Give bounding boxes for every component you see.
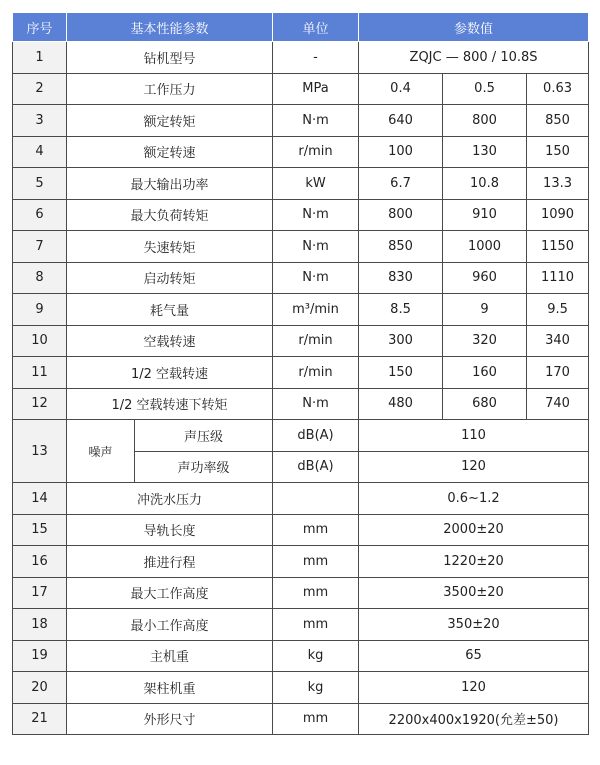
- row-value-1: 100: [359, 136, 443, 168]
- row-param: 耗气量: [67, 294, 273, 326]
- row-param: 1/2 空载转速下转矩: [67, 388, 273, 420]
- row-param: 最大输出功率: [67, 168, 273, 200]
- row-value-1: 640: [359, 105, 443, 137]
- row-unit: N·m: [273, 262, 359, 294]
- row-unit: mm: [273, 514, 359, 546]
- row-no: 14: [13, 483, 67, 515]
- row-no: 12: [13, 388, 67, 420]
- row-value-3: 1090: [527, 199, 589, 231]
- table-row: [13, 325, 589, 357]
- row-no: 18: [13, 609, 67, 641]
- row-value-3: 1110: [527, 262, 589, 294]
- row-no: 11: [13, 357, 67, 389]
- row-unit: N·m: [273, 231, 359, 263]
- row-no: 2: [13, 73, 67, 105]
- table-row: [13, 514, 589, 546]
- row-value: 65: [359, 640, 589, 672]
- row-unit: r/min: [273, 136, 359, 168]
- row-value-1: 0.4: [359, 73, 443, 105]
- row-param: 失速转矩: [67, 231, 273, 263]
- row-unit: N·m: [273, 388, 359, 420]
- row-no: 5: [13, 168, 67, 200]
- row-unit: m³/min: [273, 294, 359, 326]
- table-row: [13, 577, 589, 609]
- row-param: 额定转速: [67, 136, 273, 168]
- row-unit: r/min: [273, 357, 359, 389]
- row-param: 最大负荷转矩: [67, 199, 273, 231]
- row-value: 110: [359, 420, 589, 452]
- row-value-1: 300: [359, 325, 443, 357]
- table-row: [13, 672, 589, 704]
- row-value-3: 170: [527, 357, 589, 389]
- row-value-1: 850: [359, 231, 443, 263]
- row-value-1: 8.5: [359, 294, 443, 326]
- table-row: [13, 483, 589, 515]
- table-row: [13, 42, 589, 74]
- table-row: [13, 168, 589, 200]
- row-no: 16: [13, 546, 67, 578]
- row-no: 20: [13, 672, 67, 704]
- table-row: [13, 262, 589, 294]
- row-no: 8: [13, 262, 67, 294]
- row-no: 13: [13, 420, 67, 483]
- row-no: 10: [13, 325, 67, 357]
- table-row: [13, 609, 589, 641]
- spec-table: [12, 12, 589, 735]
- row-value-1: 150: [359, 357, 443, 389]
- row-unit: r/min: [273, 325, 359, 357]
- row-param: 架柱机重: [67, 672, 273, 704]
- table-row: [13, 105, 589, 137]
- row-value: 120: [359, 672, 589, 704]
- table-row: [13, 388, 589, 420]
- row-param: 工作压力: [67, 73, 273, 105]
- row-param: 最小工作高度: [67, 609, 273, 641]
- row-no: 17: [13, 577, 67, 609]
- row-group-label: 噪声: [67, 420, 135, 483]
- row-value: 350±20: [359, 609, 589, 641]
- row-param: 冲洗水压力: [67, 483, 273, 515]
- row-value-1: 480: [359, 388, 443, 420]
- row-unit: N·m: [273, 105, 359, 137]
- row-unit: N·m: [273, 199, 359, 231]
- row-value-3: 0.63: [527, 73, 589, 105]
- row-value: 0.6~1.2: [359, 483, 589, 515]
- row-param: 空载转速: [67, 325, 273, 357]
- row-param: 声压级: [135, 420, 273, 452]
- table-row: [13, 73, 589, 105]
- spec-table-container: [12, 12, 589, 735]
- row-param: 钻机型号: [67, 42, 273, 74]
- row-unit: dB(A): [273, 451, 359, 483]
- row-param: 外形尺寸: [67, 703, 273, 735]
- header-unit: 单位: [273, 13, 359, 42]
- row-value-3: 1150: [527, 231, 589, 263]
- row-param: 最大工作高度: [67, 577, 273, 609]
- row-value-3: 150: [527, 136, 589, 168]
- row-no: 9: [13, 294, 67, 326]
- header-no: 序号: [13, 13, 67, 42]
- row-param: 1/2 空载转速: [67, 357, 273, 389]
- table-row: [13, 136, 589, 168]
- row-unit: -: [273, 42, 359, 74]
- table-row: [13, 546, 589, 578]
- row-unit: kg: [273, 640, 359, 672]
- row-value-2: 680: [443, 388, 527, 420]
- row-unit: kg: [273, 672, 359, 704]
- row-value: 2200x400x1920(允差±50): [359, 703, 589, 735]
- row-param: 额定转矩: [67, 105, 273, 137]
- row-value-1: 800: [359, 199, 443, 231]
- row-unit: [273, 483, 359, 515]
- row-unit: dB(A): [273, 420, 359, 452]
- row-value: 120: [359, 451, 589, 483]
- row-value-2: 0.5: [443, 73, 527, 105]
- row-no: 15: [13, 514, 67, 546]
- table-row: [13, 199, 589, 231]
- row-unit: mm: [273, 703, 359, 735]
- row-unit: kW: [273, 168, 359, 200]
- row-unit: mm: [273, 577, 359, 609]
- header-row: [13, 13, 589, 42]
- row-value: 3500±20: [359, 577, 589, 609]
- row-value-2: 800: [443, 105, 527, 137]
- table-row: [13, 231, 589, 263]
- table-row: [13, 703, 589, 735]
- row-value-1: 830: [359, 262, 443, 294]
- row-value-3: 850: [527, 105, 589, 137]
- row-no: 4: [13, 136, 67, 168]
- row-value: 1220±20: [359, 546, 589, 578]
- row-param: 声功率级: [135, 451, 273, 483]
- row-value-3: 340: [527, 325, 589, 357]
- row-param: 导轨长度: [67, 514, 273, 546]
- row-value-3: 740: [527, 388, 589, 420]
- row-value-2: 1000: [443, 231, 527, 263]
- header-value: 参数值: [359, 13, 589, 42]
- row-value-2: 320: [443, 325, 527, 357]
- row-value-2: 160: [443, 357, 527, 389]
- row-no: 19: [13, 640, 67, 672]
- row-param: 启动转矩: [67, 262, 273, 294]
- row-unit: mm: [273, 609, 359, 641]
- row-value-2: 960: [443, 262, 527, 294]
- row-unit: MPa: [273, 73, 359, 105]
- table-row: [13, 357, 589, 389]
- table-row: [13, 420, 589, 452]
- row-no: 7: [13, 231, 67, 263]
- row-value: 2000±20: [359, 514, 589, 546]
- row-value-2: 130: [443, 136, 527, 168]
- row-value: ZQJC — 800 / 10.8S: [359, 42, 589, 74]
- table-row: [13, 640, 589, 672]
- header-param: 基本性能参数: [67, 13, 273, 42]
- row-unit: mm: [273, 546, 359, 578]
- row-no: 3: [13, 105, 67, 137]
- row-no: 6: [13, 199, 67, 231]
- row-no: 1: [13, 42, 67, 74]
- row-value-2: 9: [443, 294, 527, 326]
- row-param: 主机重: [67, 640, 273, 672]
- row-value-3: 13.3: [527, 168, 589, 200]
- row-param: 推进行程: [67, 546, 273, 578]
- row-value-1: 6.7: [359, 168, 443, 200]
- row-value-2: 10.8: [443, 168, 527, 200]
- row-value-3: 9.5: [527, 294, 589, 326]
- table-row: [13, 294, 589, 326]
- row-value-2: 910: [443, 199, 527, 231]
- row-no: 21: [13, 703, 67, 735]
